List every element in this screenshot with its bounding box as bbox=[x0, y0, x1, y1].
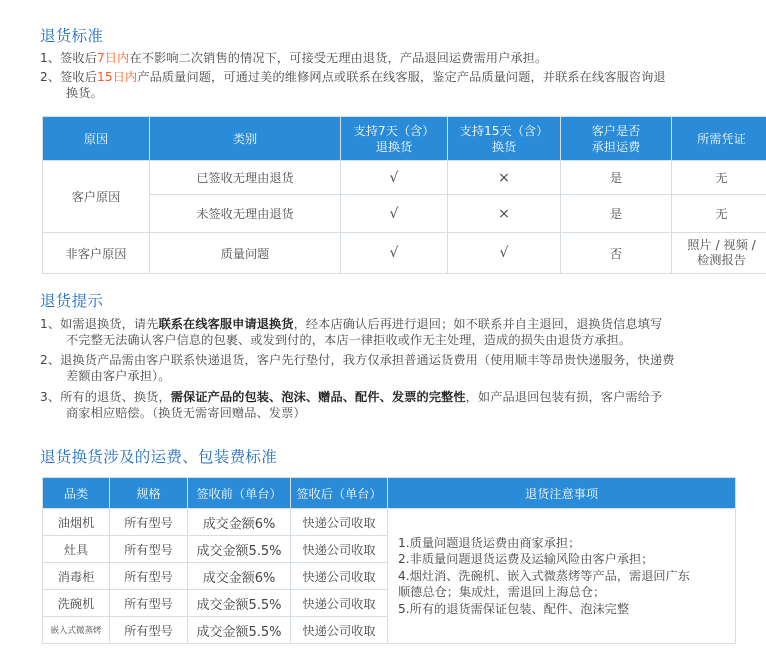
return-tip-1: 1、如需退换货，请先联系在线客服申请退换货，经本店确认后再进行退回；如不联系并自主退回，退换货信息填写 不完整无法确认客户信息的包裹、或发到付的，本店一律拒收或作无主处理，造成的损失由退货方承担。 bbox=[40, 317, 663, 347]
product-name: 消毒柜 bbox=[43, 563, 110, 590]
after-sign-fee: 快递公司收取 bbox=[291, 617, 388, 644]
check-mark: √ bbox=[341, 161, 448, 195]
table-header-row bbox=[43, 117, 766, 161]
before-sign-fee: 成交金额6% bbox=[188, 509, 291, 536]
after-sign-fee: 快递公司收取 bbox=[291, 563, 388, 590]
header-spec: 规格 bbox=[110, 478, 188, 509]
return-notes bbox=[388, 509, 736, 644]
table-header-row bbox=[43, 478, 736, 509]
freight-value: 否 bbox=[561, 233, 672, 274]
spec-value: 所有型号 bbox=[110, 590, 188, 617]
return-tip-3: 3、所有的退货、换货，需保证产品的包装、泡沫、赠品、配件、发票的完整性，如产品退回包装有损，客户需给予 商家相应赔偿。（换货无需寄回赠品、发票） bbox=[40, 390, 663, 420]
check-mark: √ bbox=[448, 233, 561, 274]
product-name: 洗碗机 bbox=[43, 590, 110, 617]
return-standard-title: 退货标准 bbox=[40, 27, 104, 45]
before-sign-fee: 成交金额5.5% bbox=[188, 536, 291, 563]
note-line: 5.所有的退货需保证包装、配件、泡沫完整 bbox=[398, 601, 630, 616]
note-line: 1.质量问题退货运费由商家承担； bbox=[398, 535, 581, 550]
header-15day: 支持15天（含） 换货 bbox=[448, 117, 561, 161]
spec-value: 所有型号 bbox=[110, 563, 188, 590]
freight-standard-title: 退货换货涉及的运费、包装费标准 bbox=[40, 448, 278, 466]
header-reason: 原因 bbox=[43, 117, 150, 161]
group-customer-reason: 客户原因 bbox=[43, 161, 150, 233]
proof-value: 无 bbox=[672, 161, 766, 195]
cross-mark: × bbox=[448, 195, 561, 233]
proof-value: 无 bbox=[672, 195, 766, 233]
row-category: 未签收无理由退货 bbox=[150, 195, 341, 233]
row-category: 质量问题 bbox=[150, 233, 341, 274]
freight-value: 是 bbox=[561, 161, 672, 195]
freight-fee-table bbox=[42, 477, 736, 644]
after-sign-fee: 快递公司收取 bbox=[291, 536, 388, 563]
return-tips-title: 退货提示 bbox=[40, 292, 104, 310]
note-line: 顺德总仓；集成灶，需退回上海总仓； bbox=[398, 585, 606, 600]
return-rule-1: 1、签收后7日内在不影响二次销售的情况下，可接受无理由退货，产品退回运费需用户承担。 bbox=[40, 51, 548, 65]
before-sign-fee: 成交金额5.5% bbox=[188, 590, 291, 617]
proof-value: 照片 / 视频 / 检测报告 bbox=[672, 233, 766, 274]
table-row bbox=[43, 233, 766, 274]
product-name: 油烟机 bbox=[43, 509, 110, 536]
table-row bbox=[43, 509, 736, 536]
header-before-sign: 签收前（单台） bbox=[188, 478, 291, 509]
return-rule-2: 2、签收后15日内产品质量问题，可通过美的维修网点或联系在线客服，鉴定产品质量问题，并联系在线客服咨询退 换货。 bbox=[40, 70, 666, 100]
check-mark: √ bbox=[341, 195, 448, 233]
check-mark: √ bbox=[341, 233, 448, 274]
before-sign-fee: 成交金额6% bbox=[188, 563, 291, 590]
header-proof: 所需凭证 bbox=[672, 117, 766, 161]
product-name: 嵌入式微蒸烤 bbox=[43, 617, 110, 644]
cross-mark: × bbox=[448, 161, 561, 195]
return-tip-2: 2、退换货产品需由客户联系快递退货，客户先行垫付，我方仅承担普通运货费用（使用顺丰等昂贵快递服务，快递费 差额由客户承担）。 bbox=[40, 353, 675, 383]
return-standard-table bbox=[42, 116, 766, 274]
after-sign-fee: 快递公司收取 bbox=[291, 590, 388, 617]
row-category: 已签收无理由退货 bbox=[150, 161, 341, 195]
table-row bbox=[43, 161, 766, 195]
after-sign-fee: 快递公司收取 bbox=[291, 509, 388, 536]
freight-value: 是 bbox=[561, 195, 672, 233]
header-notes: 退货注意事项 bbox=[388, 478, 736, 509]
spec-value: 所有型号 bbox=[110, 617, 188, 644]
spec-value: 所有型号 bbox=[110, 536, 188, 563]
header-product: 品类 bbox=[43, 478, 110, 509]
before-sign-fee: 成交金额5.5% bbox=[188, 617, 291, 644]
header-7day: 支持7天（含） 退换货 bbox=[341, 117, 448, 161]
header-after-sign: 签收后（单台） bbox=[291, 478, 388, 509]
note-line: 2.非质量问题退货运费及运输风险由客户承担； bbox=[398, 552, 654, 567]
header-category: 类别 bbox=[150, 117, 341, 161]
spec-value: 所有型号 bbox=[110, 509, 188, 536]
header-freight: 客户是否 承担运费 bbox=[561, 117, 672, 161]
product-name: 灶具 bbox=[43, 536, 110, 563]
group-non-customer-reason: 非客户原因 bbox=[43, 233, 150, 274]
note-line: 4.烟灶消、洗碗机、嵌入式微蒸烤等产品，需退回广东 bbox=[398, 568, 690, 583]
table-row bbox=[43, 195, 766, 233]
